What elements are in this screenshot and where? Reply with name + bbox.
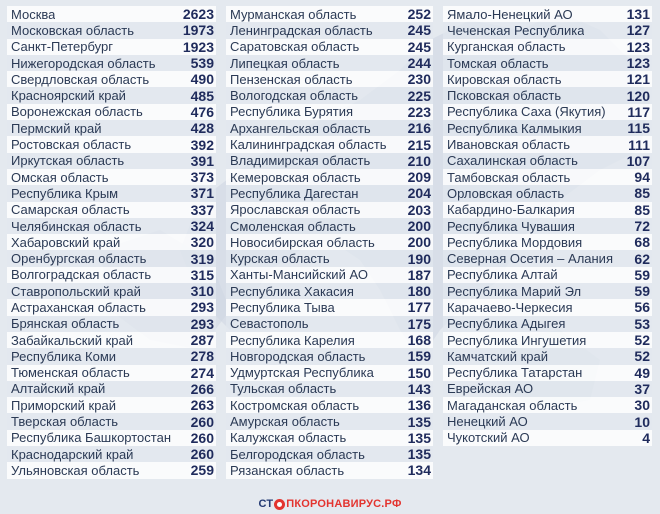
region-name: Самарская область [11, 202, 130, 218]
table-row [226, 332, 433, 348]
table-row [443, 397, 652, 413]
table-row [443, 430, 652, 446]
table-row [7, 365, 216, 381]
table-row [7, 185, 216, 201]
table-row [443, 120, 652, 136]
table-row [226, 71, 433, 87]
region-name: Республика Ингушетия [447, 332, 587, 348]
region-name: Республика Дагестан [230, 185, 359, 201]
region-name: Смоленская область [230, 218, 356, 234]
region-name: Республика Татарстан [447, 365, 583, 381]
region-name: Приморский край [11, 397, 116, 413]
table-row [7, 413, 216, 429]
region-name: Оренбургская область [11, 251, 147, 267]
table-row [226, 153, 433, 169]
case-count: 373 [190, 169, 214, 186]
region-name: Ненецкий АО [447, 414, 528, 430]
region-name: Республика Карелия [230, 332, 355, 348]
region-name: Амурская область [230, 414, 340, 430]
table-row [7, 267, 216, 283]
region-name: Вологодская область [230, 88, 359, 104]
table-row [7, 136, 216, 152]
region-name: Свердловская область [11, 71, 150, 87]
region-name: Республика Бурятия [230, 104, 354, 120]
region-name: Рязанская область [230, 462, 345, 478]
region-name: Ханты-Мансийский АО [230, 267, 368, 283]
case-count: 200 [407, 234, 431, 251]
table-row [226, 169, 433, 185]
case-count: 209 [407, 169, 431, 186]
region-name: Тюменская область [11, 365, 130, 381]
case-count: 539 [190, 55, 214, 72]
table-row [7, 332, 216, 348]
case-count: 320 [190, 234, 214, 251]
region-name: Кировская область [447, 71, 562, 87]
column-2 [226, 6, 433, 479]
case-count: 476 [190, 103, 214, 120]
case-count: 204 [407, 185, 431, 202]
footer [0, 494, 660, 514]
table-row [443, 218, 652, 234]
case-count: 62 [634, 250, 650, 267]
region-name: Пензенская область [230, 71, 353, 87]
table-row [226, 348, 433, 364]
case-count: 53 [634, 315, 650, 332]
table-row [443, 267, 652, 283]
case-count: 319 [190, 250, 214, 267]
regions-table [7, 6, 652, 479]
table-row [443, 39, 652, 55]
table-row [226, 283, 433, 299]
table-row [226, 462, 433, 478]
column-3 [443, 6, 652, 479]
region-name: Северная Осетия – Алания [447, 251, 613, 267]
case-count: 315 [190, 266, 214, 283]
region-name: Хабаровский край [11, 234, 121, 250]
case-count: 180 [407, 283, 431, 300]
table-row [7, 87, 216, 103]
region-name: Калининградская область [230, 137, 387, 153]
region-name: Ставропольский край [11, 283, 141, 299]
region-name: Тамбовская область [447, 169, 571, 185]
logo-text-part1: СТ [258, 498, 274, 510]
case-count: 230 [407, 71, 431, 88]
table-row [7, 39, 216, 55]
table-row [7, 250, 216, 266]
table-row [443, 169, 652, 185]
case-count: 187 [407, 266, 431, 283]
region-name: Псковская область [447, 88, 562, 104]
case-count: 263 [190, 397, 214, 414]
region-name: Красноярский край [11, 88, 126, 104]
case-count: 337 [190, 201, 214, 218]
case-count: 324 [190, 218, 214, 234]
region-name: Республика Саха (Якутия) [447, 104, 606, 120]
table-row [226, 218, 433, 234]
table-row [443, 250, 652, 266]
table-row [443, 413, 652, 429]
table-row [443, 316, 652, 332]
region-name: Магаданская область [447, 397, 578, 413]
case-count: 274 [190, 364, 214, 381]
region-name: Калужская область [230, 430, 347, 446]
case-count: 200 [407, 218, 431, 234]
table-row [226, 299, 433, 315]
region-name: Забайкальский край [11, 332, 134, 348]
region-name: Краснодарский край [11, 446, 134, 462]
table-row [7, 462, 216, 478]
case-count: 134 [407, 462, 431, 479]
case-count: 210 [407, 152, 431, 169]
region-name: Ямало-Ненецкий АО [447, 6, 573, 22]
region-name: Архангельская область [230, 120, 371, 136]
region-name: Омская область [11, 169, 109, 185]
table-row [226, 446, 433, 462]
case-count: 260 [190, 446, 214, 463]
region-name: Республика Башкортостан [11, 430, 171, 446]
region-name: Севастополь [230, 316, 309, 332]
region-name: Костромская область [230, 397, 360, 413]
case-count: 244 [407, 55, 431, 72]
region-name: Челябинская область [11, 218, 142, 234]
region-name: Еврейская АО [447, 381, 534, 397]
region-name: Алтайский край [11, 381, 106, 397]
case-count: 123 [626, 38, 650, 55]
region-name: Новгородская область [230, 348, 366, 364]
region-name: Удмуртская Республика [230, 365, 374, 381]
case-count: 59 [634, 266, 650, 283]
case-count: 107 [626, 152, 650, 169]
region-name: Республика Калмыкия [447, 120, 582, 136]
table-row [226, 202, 433, 218]
table-row [443, 55, 652, 71]
case-count: 10 [634, 413, 650, 430]
region-name: Кабардино-Балкария [447, 202, 575, 218]
table-row [443, 6, 652, 22]
region-name: Москва [11, 6, 56, 22]
region-name: Курская область [230, 251, 330, 267]
region-name: Ленинградская область [230, 22, 373, 38]
table-row [226, 120, 433, 136]
logo-text-part2: ПКОРОНАВИРУС.РФ [286, 498, 402, 510]
table-row [443, 185, 652, 201]
table-row [7, 348, 216, 364]
region-name: Республика Алтай [447, 267, 558, 283]
case-count: 1973 [182, 22, 214, 39]
table-row [443, 381, 652, 397]
table-row [226, 316, 433, 332]
case-count: 310 [190, 283, 214, 300]
case-count: 168 [407, 332, 431, 349]
region-name: Мурманская область [230, 6, 357, 22]
region-name: Ульяновская область [11, 462, 140, 478]
case-count: 37 [634, 380, 650, 397]
region-name: Саратовская область [230, 39, 360, 55]
table-row [226, 6, 433, 22]
case-count: 135 [407, 446, 431, 463]
case-count: 287 [190, 332, 214, 349]
case-count: 159 [407, 348, 431, 365]
table-row [226, 397, 433, 413]
column-1 [7, 6, 216, 479]
region-name: Кемеровская область [230, 169, 361, 185]
case-count: 177 [407, 299, 431, 316]
table-row [7, 6, 216, 22]
table-row [7, 169, 216, 185]
case-count: 266 [190, 380, 214, 397]
table-row [226, 250, 433, 266]
case-count: 245 [407, 22, 431, 39]
table-row [443, 348, 652, 364]
table-row [7, 283, 216, 299]
case-count: 136 [407, 397, 431, 414]
case-count: 392 [190, 136, 214, 153]
case-count: 52 [634, 348, 650, 365]
region-name: Пермский край [11, 120, 102, 136]
region-name: Ярославская область [230, 202, 361, 218]
region-name: Республика Коми [11, 348, 117, 364]
table-row [443, 365, 652, 381]
case-count: 490 [190, 71, 214, 88]
table-row [443, 136, 652, 152]
case-count: 127 [626, 22, 650, 39]
region-name: Тверская область [11, 414, 119, 430]
region-name: Ивановская область [447, 137, 570, 153]
table-row [226, 381, 433, 397]
case-count: 215 [407, 136, 431, 153]
case-count: 30 [634, 397, 650, 414]
table-row [7, 381, 216, 397]
table-row [443, 234, 652, 250]
case-count: 120 [626, 87, 650, 104]
table-row [7, 234, 216, 250]
table-row [443, 71, 652, 87]
case-count: 56 [634, 299, 650, 316]
case-count: 59 [634, 283, 650, 300]
table-row [443, 104, 652, 120]
table-row [7, 22, 216, 38]
table-row [226, 55, 433, 71]
region-name: Воронежская область [11, 104, 143, 120]
case-count: 52 [634, 332, 650, 349]
case-count: 85 [634, 201, 650, 218]
case-count: 371 [190, 185, 214, 202]
case-count: 1923 [182, 38, 214, 55]
case-count: 485 [190, 87, 214, 104]
case-count: 260 [190, 429, 214, 446]
table-row [226, 22, 433, 38]
case-count: 49 [634, 364, 650, 381]
case-count: 94 [634, 169, 650, 186]
table-row [443, 153, 652, 169]
table-row [226, 185, 433, 201]
case-count: 293 [190, 315, 214, 332]
case-count: 143 [407, 380, 431, 397]
table-row [7, 153, 216, 169]
case-count: 115 [627, 120, 650, 137]
table-row [7, 120, 216, 136]
table-row [7, 430, 216, 446]
table-row [443, 202, 652, 218]
table-row [226, 365, 433, 381]
case-count: 131 [626, 6, 650, 23]
region-name: Республика Мордовия [447, 234, 583, 250]
table-row [7, 71, 216, 87]
region-name: Волгоградская область [11, 267, 152, 283]
case-count: 259 [190, 462, 214, 479]
region-name: Московская область [11, 22, 135, 38]
case-count: 252 [407, 6, 431, 23]
region-name: Липецкая область [230, 55, 340, 71]
case-count: 123 [626, 55, 650, 72]
case-count: 4 [642, 429, 650, 446]
region-name: Нижегородская область [11, 55, 156, 71]
case-count: 260 [190, 413, 214, 430]
region-name: Ростовская область [11, 137, 132, 153]
region-name: Тульская область [230, 381, 337, 397]
table-row [226, 267, 433, 283]
region-name: Белгородская область [230, 446, 365, 462]
table-row [7, 55, 216, 71]
case-count: 117 [627, 103, 650, 120]
case-count: 203 [407, 201, 431, 218]
region-name: Томская область [447, 55, 549, 71]
region-name: Санкт-Петербург [11, 39, 113, 55]
case-count: 293 [190, 299, 214, 316]
region-name: Республика Крым [11, 185, 119, 201]
table-row [7, 299, 216, 315]
case-count: 245 [407, 38, 431, 55]
table-row [7, 446, 216, 462]
case-count: 150 [407, 364, 431, 381]
case-count: 2623 [182, 6, 214, 23]
region-name: Орловская область [447, 185, 565, 201]
table-row [7, 218, 216, 234]
case-count: 428 [190, 120, 214, 137]
case-count: 135 [407, 413, 431, 430]
case-count: 85 [634, 185, 650, 202]
case-count: 135 [407, 429, 431, 446]
case-count: 121 [626, 71, 650, 88]
table-row [226, 104, 433, 120]
case-count: 72 [634, 218, 650, 234]
case-count: 391 [190, 152, 214, 169]
table-row [226, 413, 433, 429]
table-row [443, 299, 652, 315]
table-row [7, 202, 216, 218]
case-count: 278 [190, 348, 214, 365]
region-name: Республика Чувашия [447, 218, 575, 234]
region-name: Брянская область [11, 316, 120, 332]
region-name: Республика Марий Эл [447, 283, 582, 299]
region-name: Владимирская область [230, 153, 371, 169]
table-row [443, 332, 652, 348]
case-count: 111 [628, 136, 650, 153]
region-name: Камчатский край [447, 348, 548, 364]
table-row [226, 87, 433, 103]
table-row [7, 397, 216, 413]
region-name: Чукотский АО [447, 430, 530, 446]
case-count: 216 [407, 120, 431, 137]
stopcoronavirus-logo [258, 498, 401, 510]
region-name: Республика Адыгея [447, 316, 566, 332]
region-name: Республика Хакасия [230, 283, 354, 299]
region-name: Чеченская Республика [447, 22, 585, 38]
region-name: Карачаево-Черкесия [447, 299, 573, 315]
case-count: 190 [407, 250, 431, 267]
table-row [443, 87, 652, 103]
case-count: 223 [407, 103, 431, 120]
region-name: Иркутская область [11, 153, 125, 169]
table-row [7, 104, 216, 120]
case-count: 225 [407, 87, 431, 104]
table-row [443, 22, 652, 38]
virus-icon [274, 499, 285, 510]
table-row [226, 234, 433, 250]
table-row [7, 316, 216, 332]
table-row [226, 136, 433, 152]
region-name: Астраханская область [11, 299, 146, 315]
region-name: Сахалинская область [447, 153, 578, 169]
case-count: 68 [634, 234, 650, 251]
table-row [226, 430, 433, 446]
region-name: Новосибирская область [230, 234, 375, 250]
region-name: Республика Тыва [230, 299, 335, 315]
table-row [443, 283, 652, 299]
region-name: Курганская область [447, 39, 566, 55]
table-row [226, 39, 433, 55]
case-count: 175 [407, 315, 431, 332]
